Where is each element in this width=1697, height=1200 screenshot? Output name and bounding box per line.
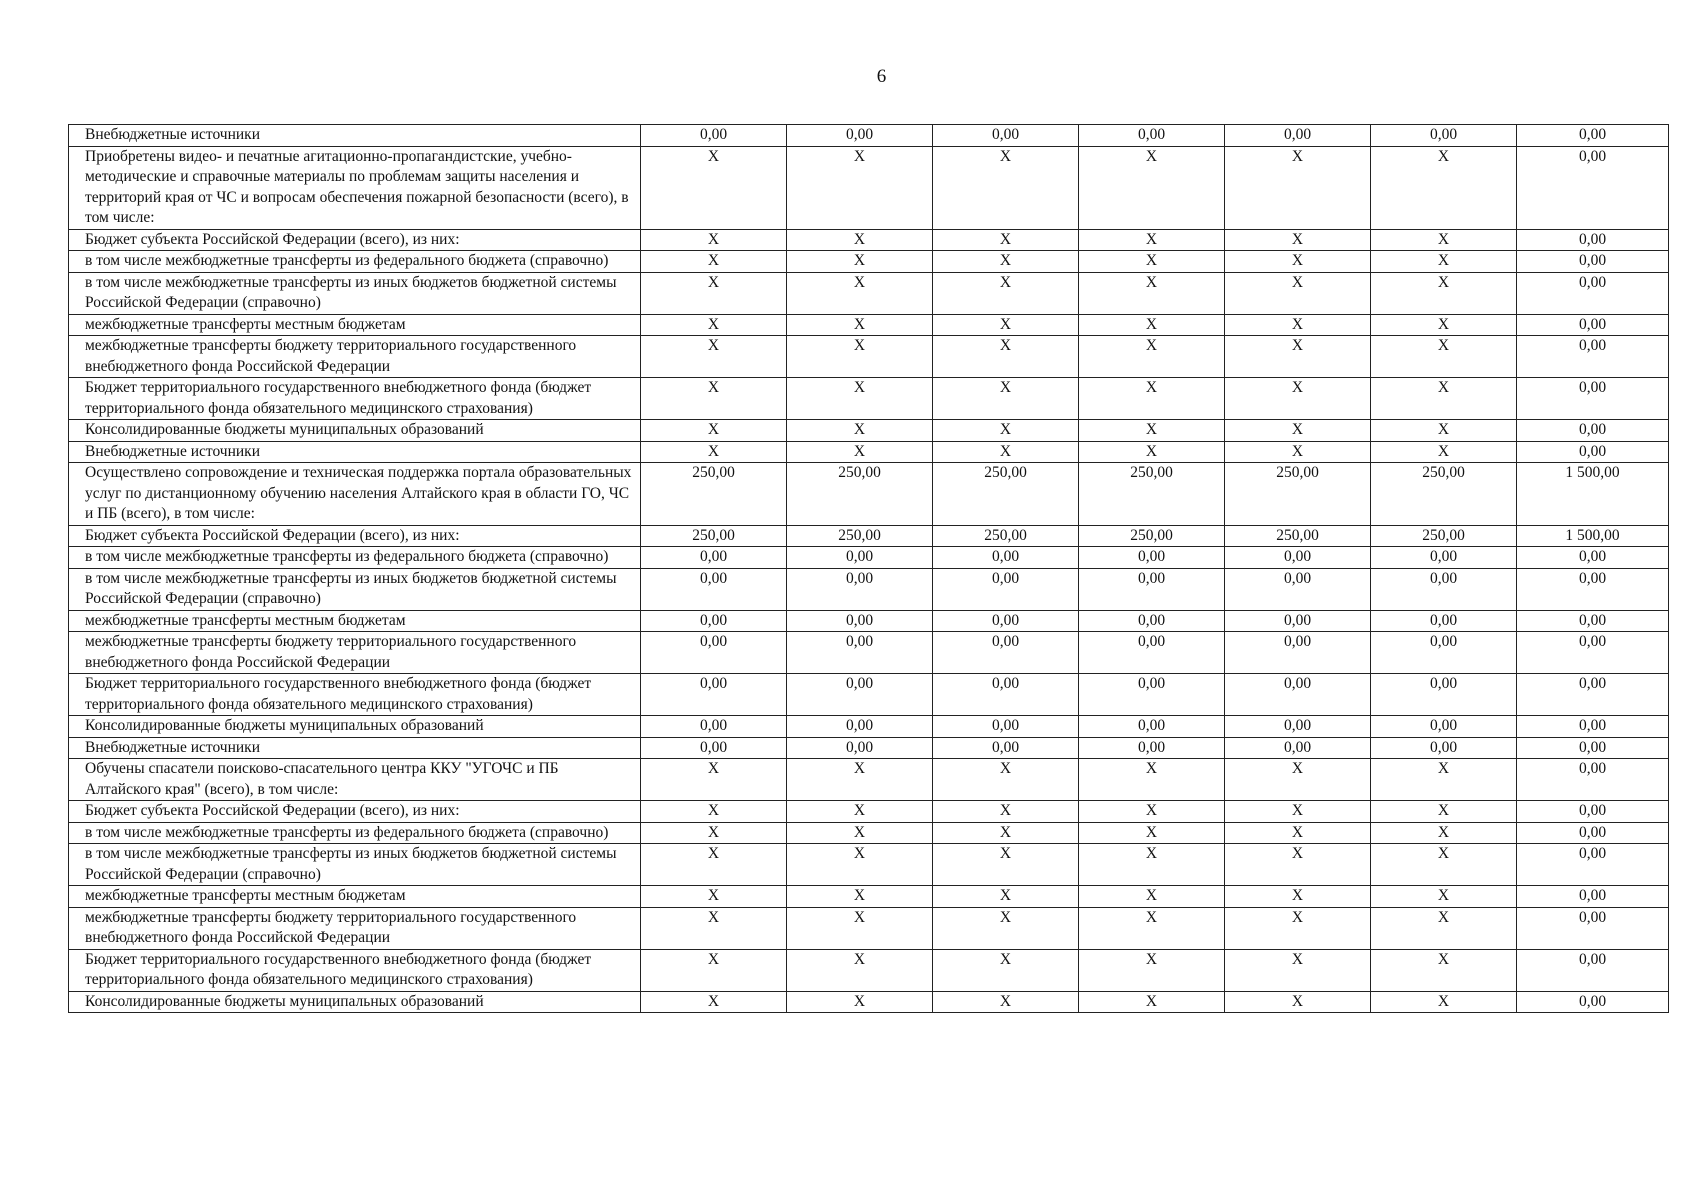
row-value-cell: X	[1371, 886, 1517, 908]
row-value-cell: 0,00	[1371, 125, 1517, 147]
row-value-cell: 0,00	[787, 125, 933, 147]
table-row	[69, 463, 1669, 526]
row-value-cell: 0,00	[933, 125, 1079, 147]
row-value-cell: X	[1225, 991, 1371, 1013]
row-value-cell: X	[1371, 844, 1517, 886]
row-value-cell: 0,00	[787, 737, 933, 759]
table-row	[69, 610, 1669, 632]
row-value-cell: X	[1079, 822, 1225, 844]
row-value-cell: X	[641, 229, 787, 251]
row-value-cell: X	[1371, 378, 1517, 420]
table-row	[69, 759, 1669, 801]
row-total-cell: 0,00	[1517, 314, 1669, 336]
row-label: Консолидированные бюджеты муниципальных образований	[69, 991, 641, 1013]
row-value-cell: X	[787, 314, 933, 336]
row-label: межбюджетные трансферты местным бюджетам	[69, 314, 641, 336]
row-total-cell: 0,00	[1517, 886, 1669, 908]
row-value-cell: 0,00	[1371, 674, 1517, 716]
row-value-cell: 0,00	[1079, 568, 1225, 610]
row-value-cell: X	[1225, 420, 1371, 442]
row-value-cell: X	[1225, 378, 1371, 420]
row-label: в том числе межбюджетные трансферты из федерального бюджета (справочно)	[69, 822, 641, 844]
row-value-cell: X	[1079, 907, 1225, 949]
row-value-cell: X	[641, 420, 787, 442]
table-row	[69, 525, 1669, 547]
row-label: межбюджетные трансферты бюджету территориального государственного внебюджетного фонда Российской Федерации	[69, 632, 641, 674]
row-value-cell: X	[641, 907, 787, 949]
row-value-cell: X	[1079, 378, 1225, 420]
row-value-cell: X	[933, 229, 1079, 251]
row-value-cell: X	[1371, 229, 1517, 251]
row-value-cell: X	[641, 949, 787, 991]
row-value-cell: 0,00	[1079, 674, 1225, 716]
row-value-cell: 0,00	[1079, 610, 1225, 632]
row-value-cell: 0,00	[1225, 716, 1371, 738]
row-value-cell: X	[787, 229, 933, 251]
row-value-cell: 0,00	[933, 568, 1079, 610]
row-value-cell: X	[933, 251, 1079, 273]
row-total-cell: 0,00	[1517, 907, 1669, 949]
row-value-cell: X	[1371, 272, 1517, 314]
table-row	[69, 949, 1669, 991]
row-value-cell: X	[641, 844, 787, 886]
row-value-cell: X	[641, 378, 787, 420]
table-row	[69, 378, 1669, 420]
row-value-cell: X	[933, 801, 1079, 823]
row-value-cell: 0,00	[1371, 568, 1517, 610]
row-value-cell: 0,00	[1371, 716, 1517, 738]
row-value-cell: X	[1079, 844, 1225, 886]
row-total-cell: 0,00	[1517, 146, 1669, 229]
row-value-cell: X	[1225, 801, 1371, 823]
row-value-cell: X	[1079, 886, 1225, 908]
row-value-cell: X	[1371, 314, 1517, 336]
table-row	[69, 844, 1669, 886]
row-value-cell: X	[787, 441, 933, 463]
row-total-cell: 0,00	[1517, 610, 1669, 632]
row-total-cell: 0,00	[1517, 125, 1669, 147]
table-row	[69, 336, 1669, 378]
row-value-cell: X	[933, 886, 1079, 908]
row-value-cell: 0,00	[641, 125, 787, 147]
table-row	[69, 146, 1669, 229]
table-row	[69, 632, 1669, 674]
row-label: в том числе межбюджетные трансферты из федерального бюджета (справочно)	[69, 547, 641, 569]
row-value-cell: 0,00	[787, 610, 933, 632]
row-value-cell: 0,00	[1225, 125, 1371, 147]
row-label: в том числе межбюджетные трансферты из иных бюджетов бюджетной системы Российской Федерации (справочно)	[69, 272, 641, 314]
row-total-cell: 0,00	[1517, 378, 1669, 420]
row-value-cell: 0,00	[1371, 610, 1517, 632]
table-row	[69, 420, 1669, 442]
row-value-cell: X	[933, 272, 1079, 314]
row-value-cell: 250,00	[1225, 525, 1371, 547]
row-value-cell: X	[787, 420, 933, 442]
row-label: Приобретены видео- и печатные агитационно-пропагандистские, учебно-методические и справочные материалы по проблемам защиты населения и территорий края от ЧС и вопросам обеспечения пожарной безопасности (всего), в том числе:	[69, 146, 641, 229]
row-value-cell: X	[933, 844, 1079, 886]
row-value-cell: X	[787, 801, 933, 823]
row-value-cell: X	[1079, 441, 1225, 463]
row-total-cell: 0,00	[1517, 716, 1669, 738]
row-value-cell: X	[641, 991, 787, 1013]
row-total-cell: 0,00	[1517, 229, 1669, 251]
row-value-cell: X	[1371, 822, 1517, 844]
row-value-cell: X	[787, 886, 933, 908]
row-value-cell: 250,00	[933, 463, 1079, 526]
row-value-cell: X	[1079, 991, 1225, 1013]
row-value-cell: X	[1371, 801, 1517, 823]
row-value-cell: 250,00	[787, 463, 933, 526]
row-label: в том числе межбюджетные трансферты из иных бюджетов бюджетной системы Российской Федерации (справочно)	[69, 844, 641, 886]
row-value-cell: X	[1079, 949, 1225, 991]
row-value-cell: X	[641, 801, 787, 823]
row-value-cell: X	[641, 336, 787, 378]
table-row	[69, 674, 1669, 716]
row-value-cell: 0,00	[641, 568, 787, 610]
row-value-cell: 0,00	[1225, 674, 1371, 716]
row-value-cell: 0,00	[641, 547, 787, 569]
row-label: Бюджет территориального государственного внебюджетного фонда (бюджет территориального фонда обязательного медицинского страхования)	[69, 949, 641, 991]
row-value-cell: 0,00	[1371, 737, 1517, 759]
row-value-cell: X	[1225, 949, 1371, 991]
table-row	[69, 125, 1669, 147]
row-value-cell: X	[1225, 146, 1371, 229]
row-label: межбюджетные трансферты бюджету территориального государственного внебюджетного фонда Российской Федерации	[69, 907, 641, 949]
table-row	[69, 272, 1669, 314]
row-value-cell: 0,00	[933, 716, 1079, 738]
row-value-cell: X	[933, 336, 1079, 378]
row-value-cell: 0,00	[1225, 632, 1371, 674]
row-value-cell: X	[641, 314, 787, 336]
row-total-cell: 0,00	[1517, 272, 1669, 314]
row-label: в том числе межбюджетные трансферты из федерального бюджета (справочно)	[69, 251, 641, 273]
table-row	[69, 737, 1669, 759]
row-value-cell: X	[933, 441, 1079, 463]
page-number: 6	[876, 66, 887, 87]
row-total-cell: 0,00	[1517, 632, 1669, 674]
row-value-cell: 0,00	[1225, 610, 1371, 632]
row-value-cell: X	[787, 991, 933, 1013]
row-value-cell: X	[641, 759, 787, 801]
row-label: межбюджетные трансферты бюджету территориального государственного внебюджетного фонда Российской Федерации	[69, 336, 641, 378]
row-value-cell: X	[787, 949, 933, 991]
row-value-cell: 0,00	[787, 674, 933, 716]
row-total-cell: 0,00	[1517, 568, 1669, 610]
row-total-cell: 1 500,00	[1517, 525, 1669, 547]
row-value-cell: X	[1079, 314, 1225, 336]
row-value-cell: 0,00	[1371, 632, 1517, 674]
table-row	[69, 568, 1669, 610]
row-total-cell: 0,00	[1517, 822, 1669, 844]
row-value-cell: 0,00	[1371, 547, 1517, 569]
row-value-cell: X	[787, 822, 933, 844]
row-value-cell: X	[641, 251, 787, 273]
row-total-cell: 0,00	[1517, 844, 1669, 886]
row-value-cell: X	[787, 907, 933, 949]
row-label: в том числе межбюджетные трансферты из иных бюджетов бюджетной системы Российской Федерации (справочно)	[69, 568, 641, 610]
row-value-cell: X	[933, 314, 1079, 336]
row-value-cell: 0,00	[641, 674, 787, 716]
row-value-cell: X	[1079, 759, 1225, 801]
table-row	[69, 991, 1669, 1013]
table-row	[69, 229, 1669, 251]
table-row	[69, 441, 1669, 463]
row-value-cell: X	[641, 886, 787, 908]
table-row	[69, 314, 1669, 336]
row-value-cell: X	[787, 844, 933, 886]
row-value-cell: X	[1371, 420, 1517, 442]
row-value-cell: 0,00	[787, 632, 933, 674]
row-value-cell: X	[933, 146, 1079, 229]
row-total-cell: 0,00	[1517, 674, 1669, 716]
row-value-cell: X	[1225, 886, 1371, 908]
row-value-cell: X	[1371, 146, 1517, 229]
row-label: Внебюджетные источники	[69, 125, 641, 147]
row-value-cell: X	[1225, 272, 1371, 314]
row-label: Внебюджетные источники	[69, 737, 641, 759]
row-value-cell: X	[641, 272, 787, 314]
row-value-cell: X	[933, 822, 1079, 844]
row-value-cell: 250,00	[933, 525, 1079, 547]
row-value-cell: X	[1079, 272, 1225, 314]
row-value-cell: X	[641, 441, 787, 463]
row-value-cell: X	[1225, 822, 1371, 844]
row-value-cell: X	[787, 759, 933, 801]
row-value-cell: X	[787, 272, 933, 314]
row-value-cell: 0,00	[933, 674, 1079, 716]
table-row	[69, 907, 1669, 949]
row-value-cell: 0,00	[1225, 547, 1371, 569]
row-label: межбюджетные трансферты местным бюджетам	[69, 886, 641, 908]
row-total-cell: 0,00	[1517, 251, 1669, 273]
row-label: Бюджет территориального государственного внебюджетного фонда (бюджет территориального фонда обязательного медицинского страхования)	[69, 674, 641, 716]
row-value-cell: X	[1225, 844, 1371, 886]
row-label: Бюджет субъекта Российской Федерации (всего), из них:	[69, 801, 641, 823]
row-value-cell: X	[1225, 229, 1371, 251]
row-value-cell: X	[1371, 336, 1517, 378]
row-label: Осуществлено сопровождение и техническая поддержка портала образовательных услуг по дистанционному обучению населения Алтайского края в области ГО, ЧС и ПБ (всего), в том числе:	[69, 463, 641, 526]
row-total-cell: 0,00	[1517, 737, 1669, 759]
row-value-cell: X	[1079, 146, 1225, 229]
table-row	[69, 547, 1669, 569]
row-value-cell: X	[933, 420, 1079, 442]
row-value-cell: 0,00	[1079, 737, 1225, 759]
row-value-cell: 0,00	[1079, 125, 1225, 147]
row-value-cell: 250,00	[1079, 525, 1225, 547]
row-value-cell: X	[787, 378, 933, 420]
row-value-cell: X	[1371, 907, 1517, 949]
row-value-cell: X	[933, 907, 1079, 949]
budget-table	[68, 124, 1669, 1013]
row-value-cell: X	[933, 759, 1079, 801]
row-value-cell: X	[1225, 907, 1371, 949]
row-value-cell: X	[787, 336, 933, 378]
row-value-cell: 0,00	[933, 547, 1079, 569]
row-value-cell: X	[933, 378, 1079, 420]
row-value-cell: 250,00	[1225, 463, 1371, 526]
row-total-cell: 0,00	[1517, 336, 1669, 378]
row-value-cell: 0,00	[787, 716, 933, 738]
row-label: Бюджет субъекта Российской Федерации (всего), из них:	[69, 229, 641, 251]
row-value-cell: 250,00	[1371, 525, 1517, 547]
row-value-cell: 250,00	[641, 463, 787, 526]
row-value-cell: 250,00	[787, 525, 933, 547]
row-value-cell: 0,00	[641, 737, 787, 759]
row-value-cell: X	[933, 991, 1079, 1013]
row-value-cell: 0,00	[1225, 568, 1371, 610]
table-row	[69, 801, 1669, 823]
row-value-cell: X	[1079, 336, 1225, 378]
row-value-cell: X	[1371, 251, 1517, 273]
row-value-cell: 0,00	[1079, 632, 1225, 674]
row-value-cell: X	[1225, 314, 1371, 336]
row-total-cell: 0,00	[1517, 801, 1669, 823]
row-value-cell: 0,00	[641, 632, 787, 674]
row-value-cell: X	[1225, 441, 1371, 463]
row-value-cell: X	[1225, 251, 1371, 273]
row-label: Обучены спасатели поисково-спасательного центра ККУ "УГОЧС и ПБ Алтайского края" (всего), в том числе:	[69, 759, 641, 801]
row-label: Бюджет субъекта Российской Федерации (всего), из них:	[69, 525, 641, 547]
row-label: Бюджет территориального государственного внебюджетного фонда (бюджет территориального фонда обязательного медицинского страхования)	[69, 378, 641, 420]
row-label: межбюджетные трансферты местным бюджетам	[69, 610, 641, 632]
row-value-cell: 0,00	[933, 610, 1079, 632]
row-value-cell: X	[787, 146, 933, 229]
row-value-cell: 0,00	[787, 547, 933, 569]
row-value-cell: X	[1225, 759, 1371, 801]
row-total-cell: 0,00	[1517, 949, 1669, 991]
row-label: Внебюджетные источники	[69, 441, 641, 463]
row-value-cell: X	[1371, 949, 1517, 991]
row-total-cell: 0,00	[1517, 441, 1669, 463]
row-value-cell: X	[1079, 251, 1225, 273]
row-value-cell: X	[641, 146, 787, 229]
row-value-cell: X	[1225, 336, 1371, 378]
row-value-cell: 0,00	[641, 716, 787, 738]
row-value-cell: 250,00	[641, 525, 787, 547]
row-value-cell: X	[1371, 759, 1517, 801]
row-value-cell: 250,00	[1079, 463, 1225, 526]
row-total-cell: 0,00	[1517, 547, 1669, 569]
row-value-cell: X	[1079, 801, 1225, 823]
row-value-cell: X	[1371, 441, 1517, 463]
row-value-cell: X	[1079, 420, 1225, 442]
row-value-cell: 0,00	[787, 568, 933, 610]
row-value-cell: X	[641, 822, 787, 844]
row-label: Консолидированные бюджеты муниципальных образований	[69, 716, 641, 738]
row-value-cell: X	[1079, 229, 1225, 251]
table-body	[69, 125, 1669, 1013]
row-value-cell: 0,00	[933, 632, 1079, 674]
row-value-cell: 0,00	[933, 737, 1079, 759]
row-value-cell: 0,00	[641, 610, 787, 632]
row-value-cell: 0,00	[1079, 547, 1225, 569]
row-total-cell: 1 500,00	[1517, 463, 1669, 526]
table-row	[69, 822, 1669, 844]
row-total-cell: 0,00	[1517, 420, 1669, 442]
row-value-cell: X	[933, 949, 1079, 991]
row-value-cell: 0,00	[1225, 737, 1371, 759]
row-value-cell: X	[787, 251, 933, 273]
row-value-cell: X	[1371, 991, 1517, 1013]
row-total-cell: 0,00	[1517, 991, 1669, 1013]
row-total-cell: 0,00	[1517, 759, 1669, 801]
table-row	[69, 251, 1669, 273]
row-label: Консолидированные бюджеты муниципальных образований	[69, 420, 641, 442]
table-row	[69, 716, 1669, 738]
row-value-cell: 250,00	[1371, 463, 1517, 526]
row-value-cell: 0,00	[1079, 716, 1225, 738]
table-row	[69, 886, 1669, 908]
